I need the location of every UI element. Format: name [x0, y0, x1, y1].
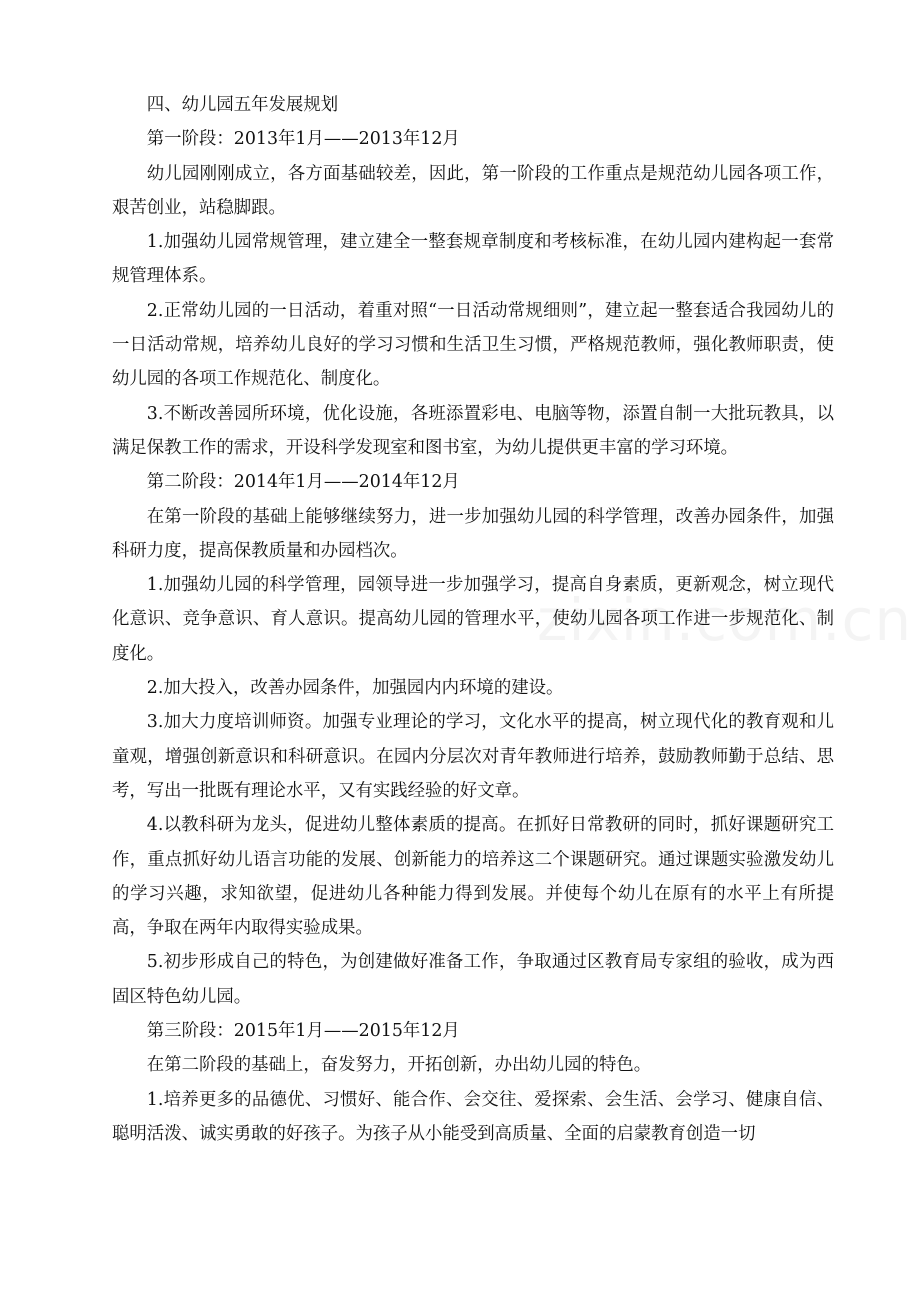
stage-3-intro: 在第二阶段的基础上，奋发努力，开拓创新，办出幼儿园的特色。 [146, 1055, 652, 1076]
stage-3-item-1: 1.培养更多的品德优、习惯好、能合作、会交往、爱探索、会生活、会学习、健康自信、聪明活泼、诚实勇敢的好孩子。为孩子从小能受到高质量、全面的启蒙教育创造一切 [112, 1089, 834, 1144]
stage-2-intro: 在第一阶段的基础上能够继续努力，进一步加强幼儿园的科学管理，改善办园条件，加强科研力度，提高保教质量和办园档次。 [112, 506, 834, 561]
stage-2-item-3: 3.加大力度培训师资。加强专业理论的学习，文化水平的提高，树立现代化的教育观和儿童观，增强创新意识和科研意识。在园内分层次对青年教师进行培养，鼓励教师勤于总结、思考，写出一批既有理论水平，又有实践经验的好文章。 [112, 712, 834, 801]
stage-1-intro: 幼儿园刚刚成立，各方面基础较差，因此，第一阶段的工作重点是规范幼儿园各项工作，艰苦创业，站稳脚跟。 [112, 163, 834, 218]
stage-2-item-1: 1.加强幼儿园的科学管理，园领导进一步加强学习，提高自身素质，更新观念，树立现代化意识、竞争意识、育人意识。提高幼儿园的管理水平，使幼儿园各项工作进一步规范化、制度化。 [112, 575, 834, 664]
stage-2-title: 第二阶段：2014年1月——2014年12月 [146, 472, 460, 493]
document-heading: 四、幼儿园五年发展规划 [146, 95, 339, 115]
stage-1-item-3: 3.不断改善园所环境，优化设施，各班添置彩电、电脑等物，添置自制一大批玩教具，以满足保教工作的需求，开设科学发现室和图书室，为幼儿提供更丰富的学习环境。 [112, 403, 834, 458]
stage-1-item-2: 2.正常幼儿园的一日活动，着重对照“一日活动常规细则”，建立起一整套适合我园幼儿的一日活动常规，培养幼儿良好的学习习惯和生活卫生习惯，严格规范教师，强化教师职责，使幼儿园的各项工作规范化、制度化。 [112, 300, 834, 390]
stage-2-item-2: 2.加大投入，改善办园条件，加强园内内环境的建设。 [146, 678, 564, 699]
stage-1-item-1: 1.加强幼儿园常规管理，建立建全一整套规章制度和考核标准，在幼儿园内建构起一套常规管理体系。 [112, 232, 834, 287]
document-page [112, 88, 834, 1151]
stage-3-title: 第三阶段：2015年1月——2015年12月 [146, 1021, 460, 1042]
stage-2-item-5: 5.初步形成自己的特色，为创建做好准备工作，争取通过区教育局专家组的验收，成为西固区特色幼儿园。 [112, 952, 834, 1007]
stage-1-title: 第一阶段：2013年1月——2013年12月 [146, 129, 460, 150]
stage-2-item-4: 4.以教科研为龙头，促进幼儿整体素质的提高。在抓好日常教研的同时，抓好课题研究工作，重点抓好幼儿语言功能的发展、创新能力的培养这二个课题研究。通过课题实验激发幼儿的学习兴趣，求知欲望，促进幼儿各种能力得到发展。并使每个幼儿在原有的水平上有所提高，争取在两年内取得实验成果。 [112, 815, 834, 939]
